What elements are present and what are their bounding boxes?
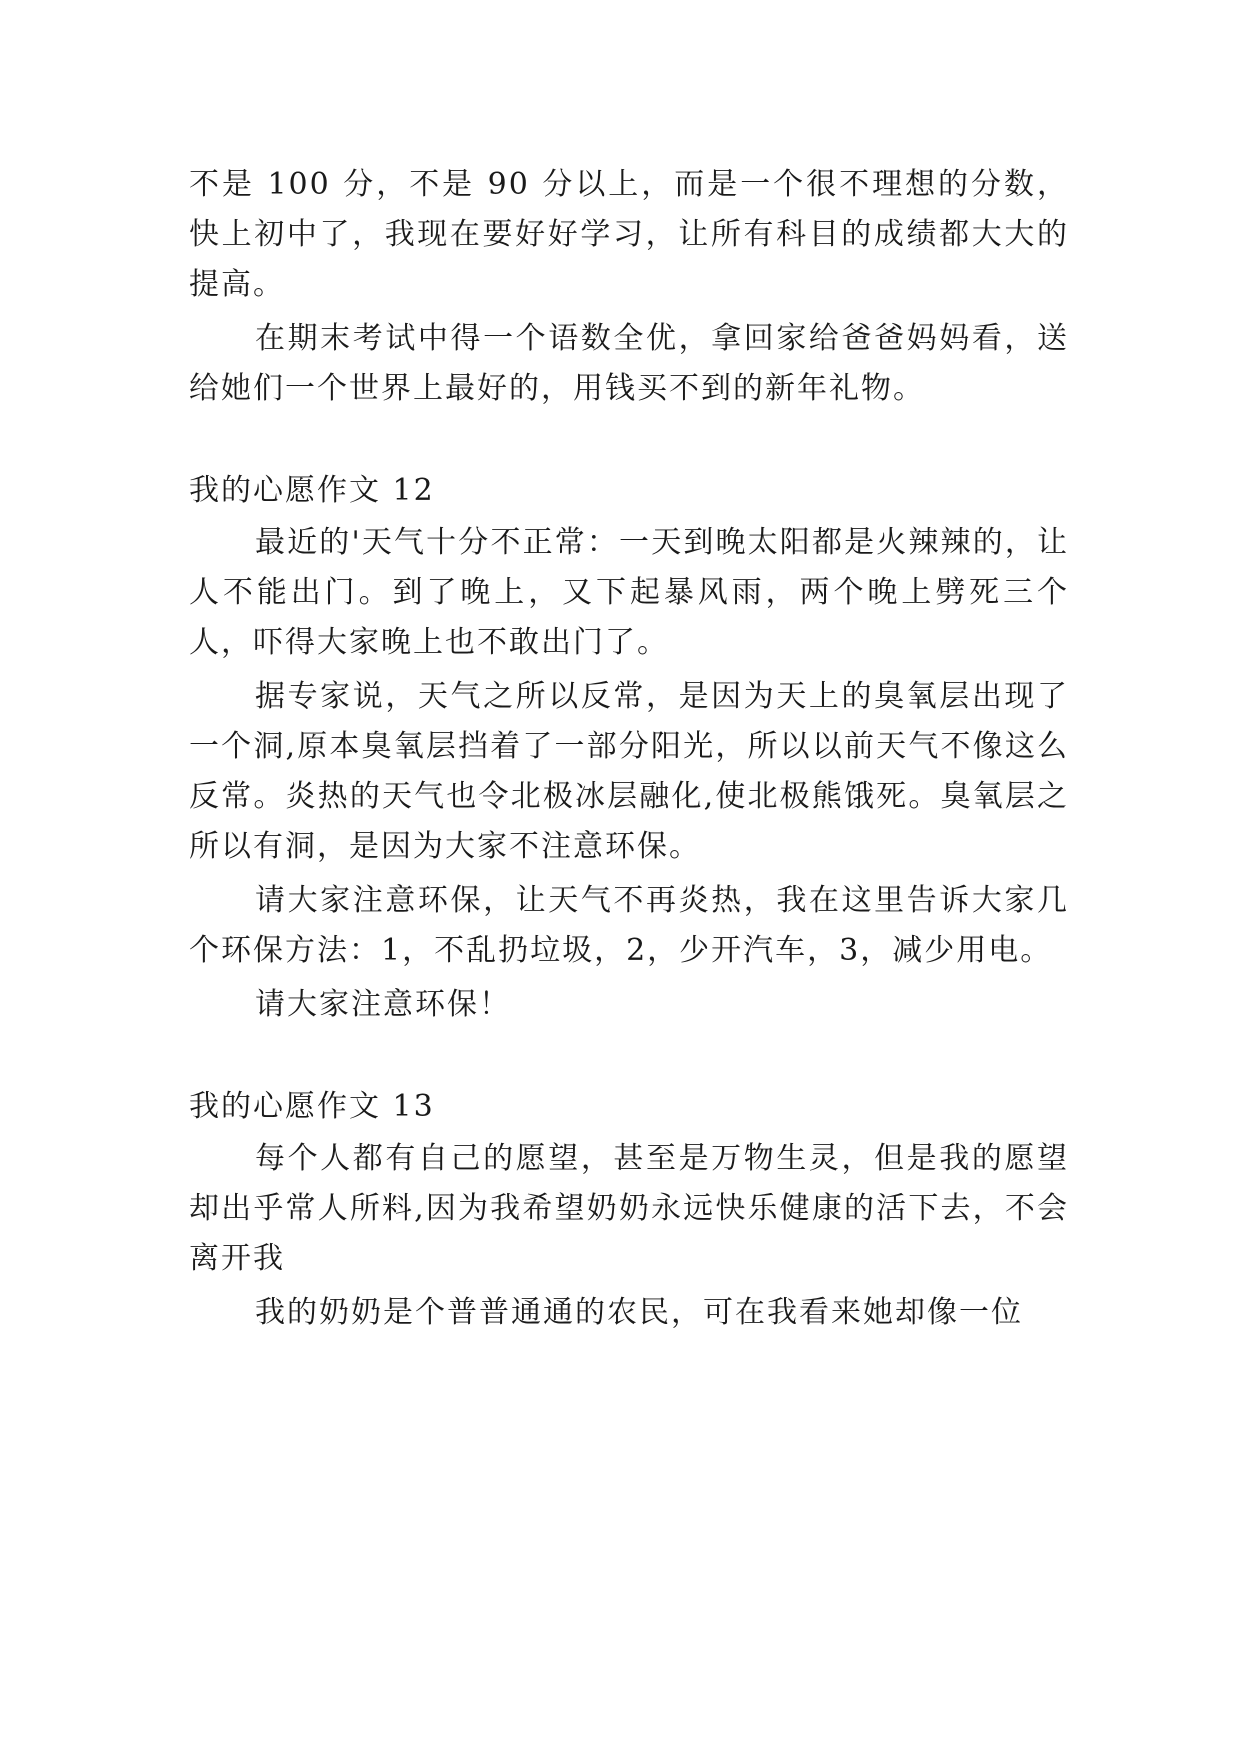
- section-12-paragraph-2: 据专家说，天气之所以反常，是因为天上的臭氧层出现了一个洞,原本臭氧层挡着了一部分阳光，所以以前天气不像这么反常。炎热的天气也令北极冰层融化,使北极熊饿死。臭氧层之所以有洞，是因为大家不注意环保。: [189, 679, 1069, 864]
- section-13-paragraph-1: 每个人都有自己的愿望，甚至是万物生灵，但是我的愿望却出乎常人所料,因为我希望奶奶永远快乐健康的活下去，不会离开我: [189, 1141, 1069, 1276]
- intro-paragraph-2: 在期末考试中得一个语数全优，拿回家给爸爸妈妈看，送给她们一个世界上最好的，用钱买不到的新年礼物。: [189, 321, 1069, 406]
- document-body: [189, 160, 1069, 1342]
- section-12-heading: 我的心愿作文 12: [189, 473, 435, 508]
- intro-paragraph-1: 不是 100 分，不是 90 分以上，而是一个很不理想的分数，快上初中了，我现在要好好学习，让所有科目的成绩都大大的提高。: [189, 167, 1069, 302]
- section-12-paragraph-1: 最近的'天气十分不正常：一天到晚太阳都是火辣辣的，让人不能出门。到了晚上，又下起暴风雨，两个晚上劈死三个人，吓得大家晚上也不敢出门了。: [189, 525, 1069, 660]
- section-12-paragraph-4: 请大家注意环保！: [255, 987, 511, 1022]
- section-13-heading: 我的心愿作文 13: [189, 1089, 435, 1124]
- section-12-paragraph-3: 请大家注意环保，让天气不再炎热，我在这里告诉大家几个环保方法：1，不乱扔垃圾，2，少开汽车，3，减少用电。: [189, 883, 1069, 968]
- section-13-paragraph-2: 我的奶奶是个普普通通的农民，可在我看来她却像一位: [255, 1295, 1023, 1330]
